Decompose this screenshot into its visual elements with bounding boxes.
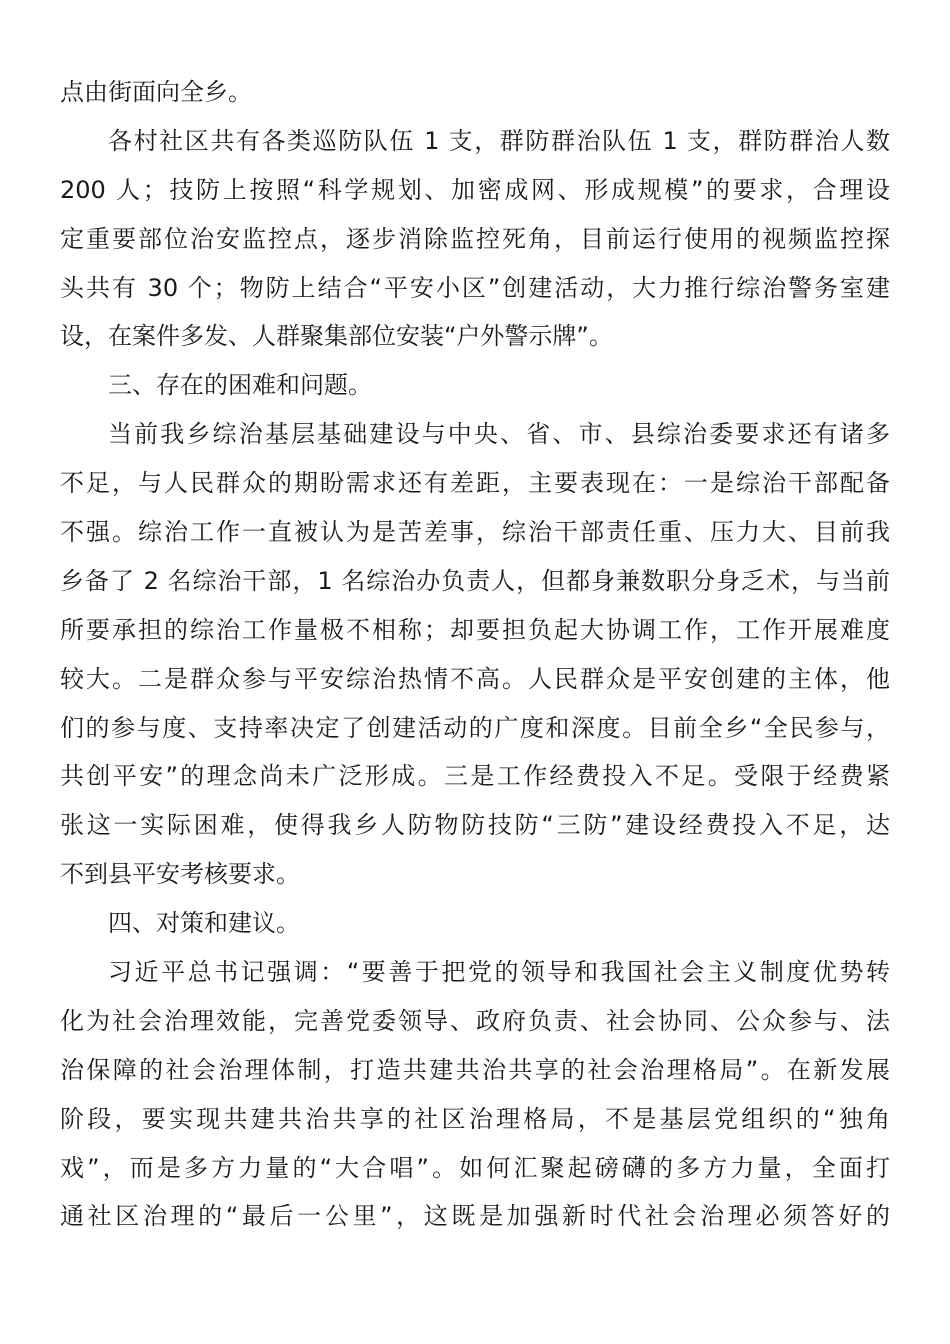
paragraph-line: 200 人；技防上按照“科学规划、加密成网、形成规模”的要求，合理设 [60, 175, 890, 204]
paragraph-line: 张这一实际困难，使得我乡人防物防技防“三防”建设经费投入不足，达 [60, 811, 890, 840]
document-body [60, 68, 890, 1241]
paragraph-line: 治保障的社会治理体制，打造共建共治共享的社会治理格局”。在新发展 [60, 1055, 890, 1084]
paragraph-line: 定重要部位治安监控点，逐步消除监控死角，目前运行使用的视频监控探 [60, 224, 890, 253]
paragraph-line: 点由街面向全乡。 [60, 78, 252, 106]
paragraph-line: 通社区治理的“最后一公里”，这既是加强新时代社会治理必须答好的 [60, 1202, 890, 1231]
paragraph-line: 习近平总书记强调：“要善于把党的领导和我国社会主义制度优势转 [108, 958, 890, 987]
paragraph-line: 共创平安”的理念尚未广泛形成。三是工作经费投入不足。受限于经费紧 [60, 762, 890, 791]
paragraph-line: 化为社会治理效能，完善党委领导、政府负责、社会协同、公众参与、法 [60, 1006, 890, 1035]
paragraph-line: 各村社区共有各类巡防队伍 1 支，群防群治队伍 1 支，群防群治人数 [108, 126, 890, 155]
paragraph-line: 当前我乡综治基层基础建设与中央、省、市、县综治委要求还有诸多 [108, 420, 890, 449]
paragraph-line: 头共有 30 个；物防上结合“平安小区”创建活动，大力推行综治警务室建 [60, 273, 890, 302]
paragraph-line: 阶段，要实现共建共治共享的社区治理格局，不是基层党组织的“独角 [60, 1104, 890, 1133]
paragraph-line: 们的参与度、支持率决定了创建活动的广度和深度。目前全乡“全民参与， [60, 713, 890, 742]
paragraph-line: 不到县平安考核要求。 [60, 860, 300, 889]
paragraph-line: 不足，与人民群众的期盼需求还有差距，主要表现在：一是综治干部配备 [60, 469, 890, 498]
paragraph-line: 乡备了 2 名综治干部，1 名综治办负责人，但都身兼数职分身乏术，与当前 [60, 566, 890, 595]
paragraph-line: 设，在案件多发、人群聚集部位安装“户外警示牌”。 [60, 322, 613, 351]
paragraph-line: 较大。二是群众参与平安综治热情不高。人民群众是平安创建的主体，他 [60, 664, 890, 693]
paragraph-line: 所要承担的综治工作量极不相称；却要担负起大协调工作，工作开展难度 [60, 615, 890, 644]
section-heading: 三、存在的困难和问题。 [108, 371, 372, 400]
section-heading: 四、对策和建议。 [108, 909, 300, 938]
paragraph-line: 戏”，而是多方力量的“大合唱”。如何汇聚起磅礴的多方力量，全面打 [60, 1153, 890, 1182]
paragraph-line: 不强。综治工作一直被认为是苦差事，综治干部责任重、压力大、目前我 [60, 518, 890, 547]
